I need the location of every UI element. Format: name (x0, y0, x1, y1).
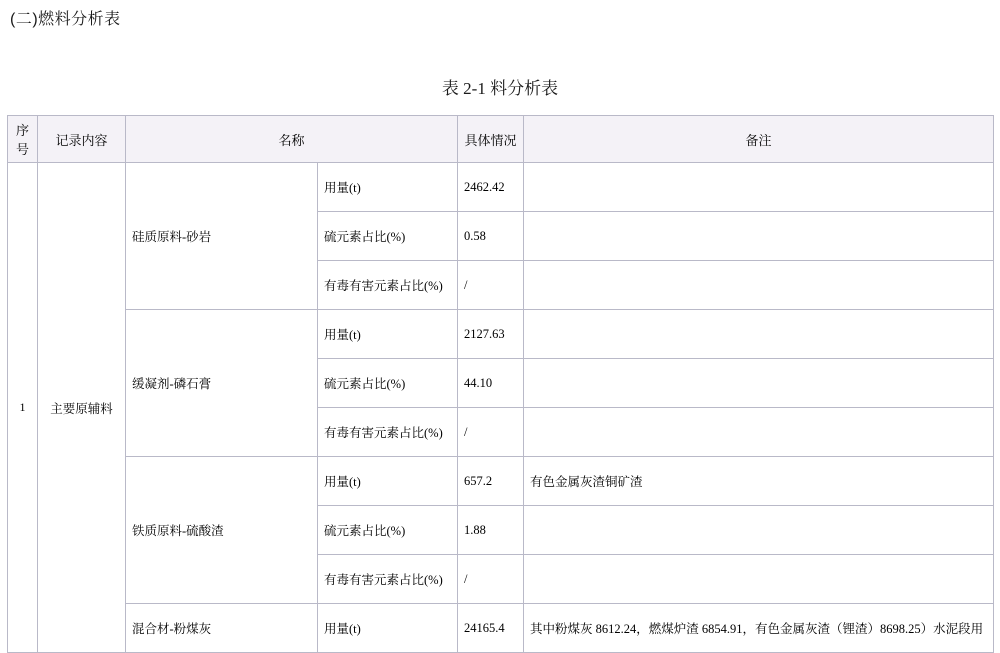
cell-remark (524, 212, 994, 261)
cell-remark (524, 359, 994, 408)
table-row (8, 310, 994, 359)
cell-remark (524, 310, 994, 359)
col-header-record: 记录内容 (38, 116, 126, 163)
cell-record-content: 主要原辅料 (38, 163, 126, 653)
cell-value: 44.10 (458, 359, 524, 408)
cell-item: 硫元素占比(%) (318, 506, 458, 555)
table-row (8, 604, 994, 653)
fuel-analysis-table (7, 115, 994, 653)
cell-item: 有毒有害元素占比(%) (318, 261, 458, 310)
cell-value: 24165.4 (458, 604, 524, 653)
cell-material-name: 硅质原料-砂岩 (126, 163, 318, 310)
col-header-no: 序号 (8, 116, 38, 163)
cell-item: 用量(t) (318, 310, 458, 359)
cell-item: 有毒有害元素占比(%) (318, 555, 458, 604)
cell-value: 0.58 (458, 212, 524, 261)
cell-remark (524, 408, 994, 457)
cell-value: 2462.42 (458, 163, 524, 212)
cell-value: 657.2 (458, 457, 524, 506)
cell-material-name: 铁质原料-硫酸渣 (126, 457, 318, 604)
section-heading: (二)燃料分析表 (10, 11, 121, 28)
cell-item: 用量(t) (318, 163, 458, 212)
col-header-name: 名称 (126, 116, 458, 163)
cell-value: / (458, 408, 524, 457)
table-row (8, 457, 994, 506)
cell-material-name: 混合材-粉煤灰 (126, 604, 318, 653)
cell-item: 硫元素占比(%) (318, 212, 458, 261)
cell-remark (524, 555, 994, 604)
table-header (8, 116, 994, 163)
cell-value: / (458, 261, 524, 310)
cell-item: 硫元素占比(%) (318, 359, 458, 408)
cell-remark (524, 261, 994, 310)
cell-value: 1.88 (458, 506, 524, 555)
table-body (8, 163, 994, 653)
cell-value: / (458, 555, 524, 604)
cell-value: 2127.63 (458, 310, 524, 359)
cell-remark: 有色金属灰渣铜矿渣 (524, 457, 994, 506)
cell-remark (524, 506, 994, 555)
col-header-remark: 备注 (524, 116, 994, 163)
table-title: 表 2-1 料分析表 (441, 79, 559, 98)
cell-remark (524, 163, 994, 212)
cell-item: 用量(t) (318, 604, 458, 653)
table-row (8, 163, 994, 212)
cell-remark: 其中粉煤灰 8612.24，燃煤炉渣 6854.91，有色金属灰渣（锂渣）8698.25）水泥段用 (524, 604, 994, 653)
col-header-detail: 具体情况 (458, 116, 524, 163)
table-header-row (8, 116, 994, 163)
cell-material-name: 缓凝剂-磷石膏 (126, 310, 318, 457)
cell-item: 有毒有害元素占比(%) (318, 408, 458, 457)
table-container (7, 115, 993, 653)
cell-no: 1 (8, 163, 38, 653)
cell-item: 用量(t) (318, 457, 458, 506)
